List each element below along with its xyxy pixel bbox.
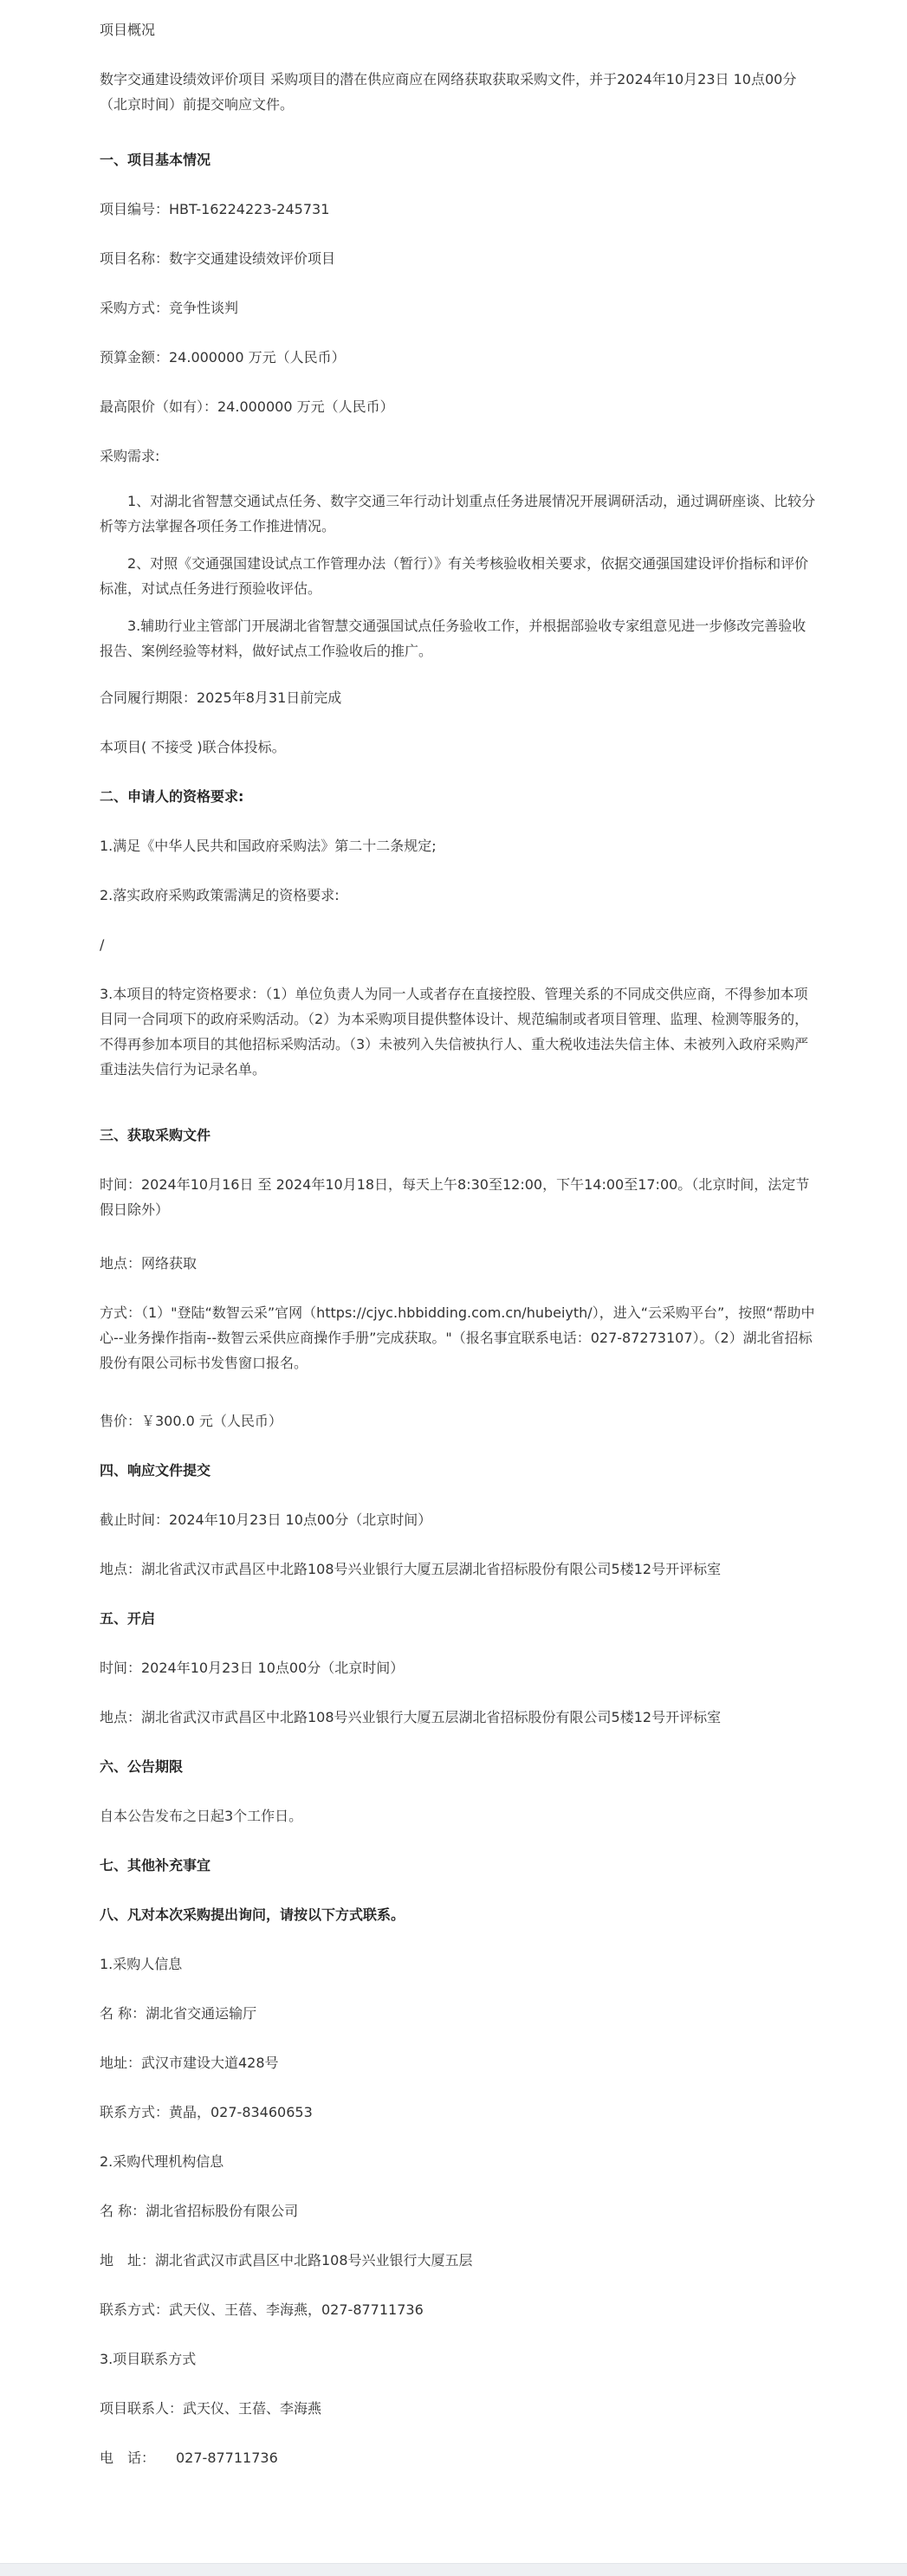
- requirement-3: 3.辅助行业主管部门开展湖北省智慧交通强国试点任务验收工作，并根据部验收专家组意见进一步修改完善验收报告、案例经验等材料，做好试点工作验收后的推广。: [100, 618, 807, 659]
- overview-heading: 项目概况: [100, 22, 156, 38]
- project-number: 项目编号：HBT-16224223-245731: [100, 201, 330, 217]
- procurement-method: 采购方式：竞争性谈判: [100, 300, 239, 316]
- page-footer-bar: [0, 2563, 907, 2576]
- agency-address: 地 址：湖北省武汉市武昌区中北路108号兴业银行大厦五层: [100, 2252, 473, 2269]
- section-7-heading: 七、其他补充事宜: [100, 1857, 211, 1874]
- section-4-heading: 四、响应文件提交: [100, 1462, 211, 1479]
- section-5-heading: 五、开启: [100, 1610, 156, 1627]
- consortium-note: 本项目( 不接受 )联合体投标。: [100, 739, 286, 755]
- agency-info-heading: 2.采购代理机构信息: [100, 2153, 224, 2170]
- section-6-heading: 六、公告期限: [100, 1758, 184, 1775]
- project-contact-person: 项目联系人：武天仪、王蓓、李海燕: [100, 2400, 322, 2417]
- overview-text: 数字交通建设绩效评价项目 采购项目的潜在供应商应在网络获取获取采购文件，并于2024年10月23日 10点00分（北京时间）前提交响应文件。: [100, 71, 797, 113]
- submission-deadline: 截止时间：2024年10月23日 10点00分（北京时间）: [100, 1511, 432, 1528]
- agency-contact: 联系方式：武天仪、王蓓、李海燕，027-87711736: [100, 2301, 424, 2318]
- project-name: 项目名称：数字交通建设绩效评价项目: [100, 250, 336, 267]
- section-1-heading: 一、项目基本情况: [100, 152, 211, 168]
- qualification-2-value: /: [100, 936, 105, 953]
- purchaser-name: 名 称：湖北省交通运输厅: [100, 2005, 257, 2022]
- section-8-heading: 八、凡对本次采购提出询问，请按以下方式联系。: [100, 1906, 405, 1923]
- acquisition-time: 时间：2024年10月16日 至 2024年10月18日，每天上午8:30至12:00，下午14:00至17:00。（北京时间，法定节假日除外）: [100, 1176, 810, 1218]
- qualification-2: 2.落实政府采购政策需满足的资格要求:: [100, 887, 340, 903]
- max-price: 最高限价（如有）：24.000000 万元（人民币）: [100, 398, 394, 415]
- purchaser-contact: 联系方式：黄晶，027-83460653: [100, 2104, 313, 2120]
- section-3-heading: 三、获取采购文件: [100, 1127, 211, 1143]
- acquisition-place: 地点：网络获取: [100, 1255, 198, 1272]
- qualification-3: 3.本项目的特定资格要求：（1）单位负责人为同一人或者存在直接控股、管理关系的不同成交供应商，不得参加本项目同一合同项下的政府采购活动。（2）为本采购项目提供整体设计、规范编制或者项目管理、监理、检测等服务的，不得再参加本项目的其他招标采购活动。（3）未被列入失信被执行人、重大税收违法失信主体、未被列入政府采购严重违法失信行为记录名单。: [100, 986, 809, 1078]
- project-contact-phone: 电 话： 027-87711736: [100, 2450, 278, 2466]
- requirement-2: 2、对照《交通强国建设试点工作管理办法（暂行）》有关考核验收相关要求，依据交通强国建设评价指标和评价标准，对试点任务进行预验收评估。: [100, 555, 809, 597]
- project-contact-heading: 3.项目联系方式: [100, 2351, 197, 2367]
- submission-place: 地点：湖北省武汉市武昌区中北路108号兴业银行大厦五层湖北省招标股份有限公司5楼12号开评标室: [100, 1561, 722, 1577]
- purchaser-info-heading: 1.采购人信息: [100, 1956, 183, 1972]
- contract-period: 合同履行期限：2025年8月31日前完成: [100, 689, 342, 706]
- purchaser-address: 地址：武汉市建设大道428号: [100, 2055, 279, 2071]
- budget-amount: 预算金额：24.000000 万元（人民币）: [100, 349, 346, 366]
- announcement-period: 自本公告发布之日起3个工作日。: [100, 1808, 303, 1824]
- requirement-1: 1、对湖北省智慧交通试点任务、数字交通三年行动计划重点任务进展情况开展调研活动，通过调研座谈、比较分析等方法掌握各项任务工作推进情况。: [100, 493, 816, 534]
- qualification-1: 1.满足《中华人民共和国政府采购法》第二十二条规定;: [100, 838, 437, 854]
- agency-name: 名 称：湖北省招标股份有限公司: [100, 2203, 299, 2219]
- opening-time: 时间：2024年10月23日 10点00分（北京时间）: [100, 1660, 405, 1676]
- requirements-label: 采购需求:: [100, 448, 160, 464]
- section-2-heading: 二、申请人的资格要求:: [100, 788, 244, 805]
- price: 售价：￥300.0 元（人民币）: [100, 1413, 282, 1429]
- acquisition-method: 方式：（1）"登陆“数智云采”官网（https://cjyc.hbbidding.com.cn/hubeiyth/），进入“云采购平台”，按照“帮助中心--业务操作指南--数智云采供应商操作手册”完成获取。"（报名事宜联系电话：027-87273107）。（2）湖北省招标股份有限公司标书发售窗口报名。: [100, 1304, 815, 1371]
- opening-place: 地点：湖北省武汉市武昌区中北路108号兴业银行大厦五层湖北省招标股份有限公司5楼12号开评标室: [100, 1709, 722, 1725]
